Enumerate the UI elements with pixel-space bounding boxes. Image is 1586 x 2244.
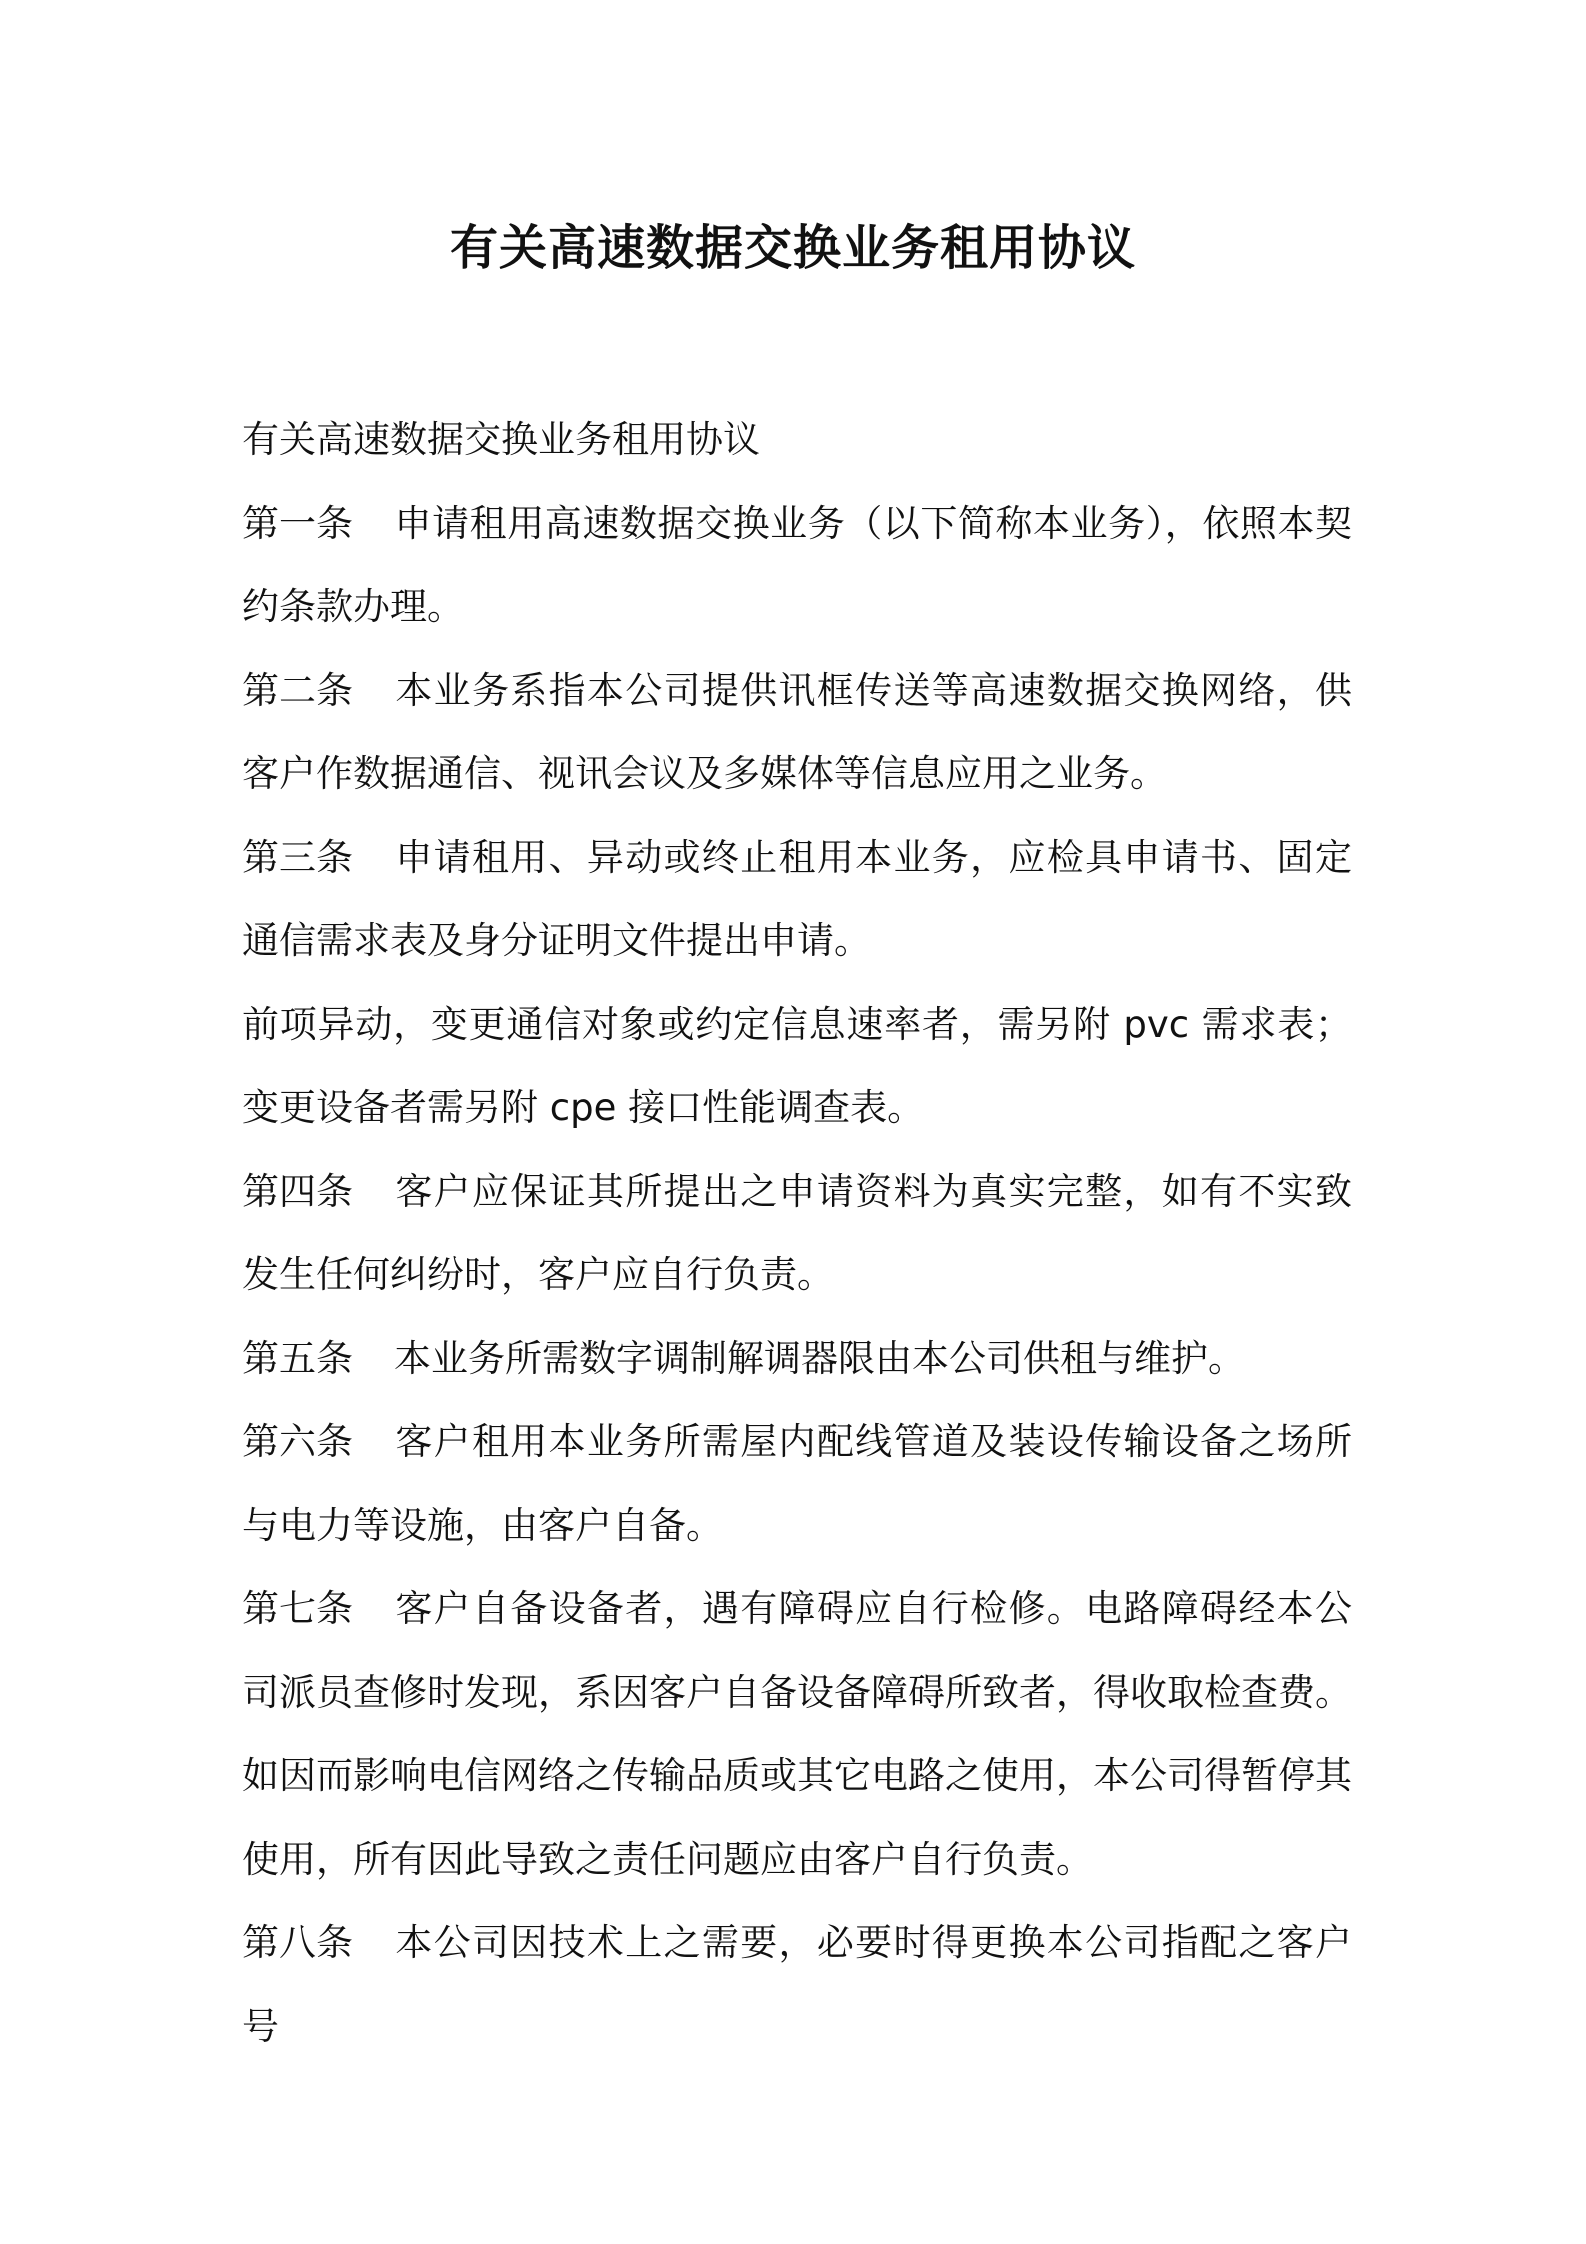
article-number: 第四条 [242, 1169, 353, 1213]
article-number: 第五条 [242, 1336, 353, 1380]
document-subtitle: 有关高速数据交换业务租用协议 [242, 418, 760, 461]
article-text: 本业务系指本公司提供讯框传送等高速数据交换网络，供客户作数据通信、视讯会议及多媒体等信息应用之业务。 [242, 668, 1352, 795]
article-text: 本业务所需数字调制解调器限由本公司供租与维护。 [394, 1336, 1245, 1380]
article-1 [242, 482, 1352, 649]
article-number: 第一条 [242, 501, 353, 545]
document-body [242, 398, 1352, 2068]
article-number: 第三条 [242, 835, 353, 879]
article-7 [242, 1567, 1352, 1901]
article-text: 申请租用高速数据交换业务（以下简称本业务），依照本契约条款办理。 [242, 501, 1352, 628]
article-text: 客户自备设备者，遇有障碍应自行检修。电路障碍经本公司派员查修时发现，系因客户自备设备障碍所致者，得收取检查费。如因而影响电信网络之传输品质或其它电路之使用，本公司得暂停其使用，所有因此导致之责任问题应由客户自行负责。 [242, 1587, 1352, 1881]
article-number: 第七条 [242, 1587, 353, 1630]
article-8 [242, 1901, 1352, 2068]
article-6 [242, 1400, 1352, 1567]
article-number: 第八条 [242, 1921, 353, 1964]
article-2 [242, 649, 1352, 816]
article-text: 客户应保证其所提出之申请资料为真实完整，如有不实致发生任何纠纷时，客户应自行负责。 [242, 1169, 1352, 1296]
article-3 [242, 816, 1352, 983]
document-title: 有关高速数据交换业务租用协议 [449, 220, 1136, 276]
article-5 [242, 1317, 1352, 1401]
article-number: 第六条 [242, 1420, 353, 1463]
article-number: 第二条 [242, 668, 353, 712]
article-text: 客户租用本业务所需屋内配线管道及装设传输设备之场所与电力等设施，由客户自备。 [242, 1420, 1352, 1547]
article-4 [242, 1150, 1352, 1317]
article-3-paragraph-2 [242, 983, 1352, 1150]
article-text: 前项异动，变更通信对象或约定信息速率者，需另附 pvc 需求表；变更设备者需另附 cpe 接口性能调查表。 [242, 1002, 1352, 1129]
article-text: 本公司因技术上之需要，必要时得更换本公司指配之客户号 [242, 1921, 1352, 2048]
article-text: 申请租用、异动或终止租用本业务，应检具申请书、固定通信需求表及身分证明文件提出申请。 [242, 835, 1352, 962]
